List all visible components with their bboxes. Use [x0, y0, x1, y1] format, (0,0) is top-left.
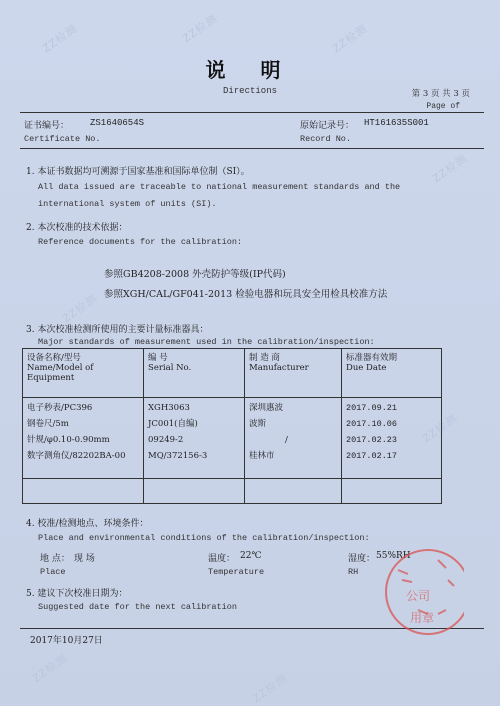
cell-text: 钢卷尺/5m — [27, 419, 69, 429]
cell-empty — [245, 479, 342, 504]
section-3-heading: 3. 本次校准检测所使用的主要计量标准器具： — [26, 325, 209, 335]
header-label: 制 造 商 — [249, 353, 280, 363]
divider — [20, 112, 484, 113]
watermark: ZZ检测 — [30, 652, 70, 686]
header-cell-serial — [144, 349, 245, 398]
page-info: 第 3 页 共 3 页 — [411, 89, 470, 99]
record-no-label-en: Record No. — [300, 134, 352, 144]
cell-text: 深圳惠波 — [249, 403, 284, 413]
section-3-text: Major standards of measurement used in the calibration/inspection: — [38, 337, 375, 347]
record-no-value: HT161635S001 — [364, 118, 429, 128]
section-4-text: Place and environmental conditions of the calibration/inspection: — [38, 533, 370, 543]
cell-manufacturer — [245, 398, 342, 479]
section-5-text: Suggested date for the next calibration — [38, 602, 237, 612]
svg-text:公司: 公司 — [406, 589, 431, 603]
cell-text: 波斯 — [249, 419, 267, 429]
humidity-value: 55%RH — [376, 551, 411, 561]
header-label: 设备名称/型号 — [27, 353, 81, 363]
issue-date: 2017年10月27日 — [30, 636, 103, 646]
cell-due — [342, 398, 442, 479]
divider — [20, 148, 484, 149]
table-header-row — [23, 349, 442, 398]
watermark: ZZ检测 — [250, 672, 290, 706]
cert-no-label-en: Certificate No. — [24, 134, 101, 144]
cert-no-value: ZS1640654S — [90, 118, 145, 128]
equipment-table — [22, 348, 442, 504]
header-label-en: Name/Model of — [27, 363, 94, 373]
header-label: 标准器有效期 — [346, 353, 398, 363]
humidity-label-en: RH — [348, 567, 359, 577]
section-5-heading: 5. 建议下次校准日期为： — [26, 589, 128, 599]
cell-text: JC001(自编) — [148, 419, 198, 429]
cell-text: 2017.09.21 — [346, 403, 398, 413]
place-label: 地 点： — [40, 554, 70, 564]
humidity-label: 湿度： — [348, 554, 376, 564]
company-seal — [368, 540, 464, 636]
watermark: ZZ检测 — [420, 412, 460, 446]
cell-empty — [144, 479, 245, 504]
cert-no-label: 证书编号： — [24, 121, 70, 131]
section-1-text: international system of units (SI). — [38, 199, 217, 209]
svg-text:用章: 用章 — [410, 611, 435, 625]
page-title: 说 明 — [205, 58, 295, 82]
section-4-heading: 4. 校准/检测地点、环境条件： — [26, 519, 149, 529]
watermark: ZZ检测 — [330, 22, 370, 56]
watermark: ZZ检测 — [430, 152, 470, 186]
table-body-row — [23, 398, 442, 479]
page-title-en: Directions — [222, 86, 277, 96]
watermark: ZZ检测 — [40, 22, 80, 56]
cell-text: 2017.02.23 — [346, 435, 398, 445]
section-2-text: Reference documents for the calibration: — [38, 237, 243, 247]
page-info-en: Page of — [426, 102, 460, 111]
header-label-en: Due Date — [346, 363, 387, 373]
reference-doc: 参照XGH/CAL/GF041-2013 检验电器和玩具安全用检具校准方法 — [104, 289, 388, 300]
header-label-en: Equipment — [27, 373, 75, 383]
cell-text: 2017.02.17 — [346, 451, 398, 461]
place-value: 现 场 — [74, 554, 95, 564]
cell-text: 桂林市 — [249, 451, 275, 461]
cell-empty — [23, 479, 144, 504]
watermark: ZZ检测 — [60, 292, 100, 326]
section-2-heading: 2. 本次校准的技术依据： — [26, 223, 128, 233]
temperature-label: 温度： — [208, 554, 236, 564]
watermark: ZZ检测 — [180, 12, 220, 46]
cell-text: / — [285, 435, 288, 445]
temperature-label-en: Temperature — [208, 567, 265, 577]
cell-text: 电子秒表/PC396 — [27, 403, 93, 413]
cell-text: 09249-2 — [148, 435, 184, 445]
cell-serial — [144, 398, 245, 479]
section-1-text: All data issued are traceable to national measurement standards and the — [38, 182, 401, 192]
section-1-heading: 1. 本证书数据均可溯源于国家基准和国际单位制（SI）。 — [26, 167, 250, 177]
header-label-en: Serial No. — [148, 363, 192, 373]
header-cell-due — [342, 349, 442, 398]
header-label: 编 号 — [148, 353, 168, 363]
cell-empty — [342, 479, 442, 504]
reference-doc: 参照GB4208-2008 外壳防护等级(IP代码) — [104, 269, 286, 280]
header-cell-name — [23, 349, 144, 398]
cell-text: 数字测角仪/82202BA-00 — [27, 451, 126, 461]
record-no-label: 原始记录号： — [300, 121, 355, 131]
header-cell-manufacturer — [245, 349, 342, 398]
place-label-en: Place — [40, 567, 66, 577]
temperature-value: 22℃ — [240, 551, 262, 561]
cell-text: 2017.10.06 — [346, 419, 398, 429]
cell-text: XGH3063 — [148, 403, 190, 413]
cell-text: 针规/φ0.10-0.90mm — [27, 435, 110, 445]
cell-text: MQ/372156-3 — [148, 451, 208, 461]
table-empty-row — [23, 479, 442, 504]
cell-name — [23, 398, 144, 479]
header-label-en: Manufacturer — [249, 363, 309, 373]
